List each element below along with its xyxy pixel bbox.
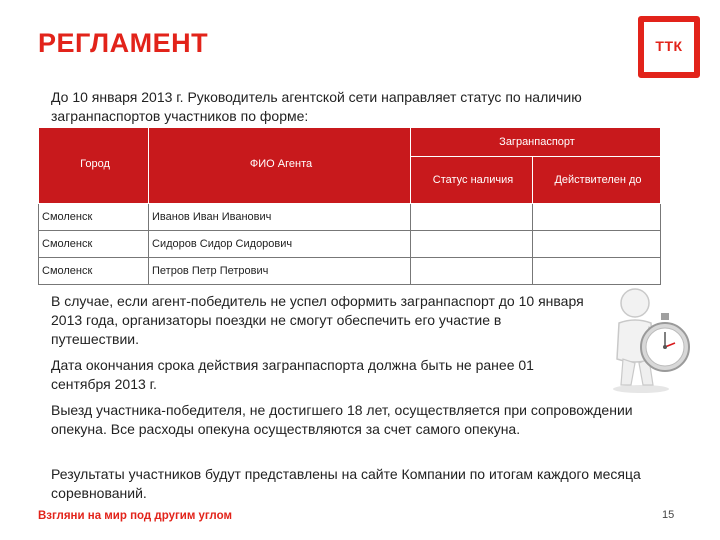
page-number: 15 [662, 509, 675, 521]
cell-status [411, 231, 533, 258]
intro-text: До 10 января 2013 г. Руководитель агентской сети направляет статус по наличию загранпаспортов участников по форме: [51, 89, 582, 124]
header-city: Город [39, 128, 149, 204]
table-row [39, 258, 661, 285]
cell-city: Смоленск [39, 231, 149, 258]
cell-status [411, 258, 533, 285]
cell-agent-name: Сидоров Сидор Сидорович [149, 231, 411, 258]
table-row [39, 231, 661, 258]
stopwatch-figure-illustration [605, 285, 695, 395]
cell-valid-until [533, 231, 661, 258]
header-valid-until: Действителен до [533, 157, 661, 204]
paragraph-deadline: В случае, если агент-победитель не успел оформить загранпаспорт до 10 января 2013 года, организаторы поездки не смогут обеспечить его участие в путешествии. [51, 293, 584, 347]
paragraph-results: Результаты участников будут представлены на сайте Компании по итогам каждого месяца соревнований. [51, 466, 641, 501]
cell-city: Смоленск [39, 204, 149, 231]
cell-agent-name: Петров Петр Петрович [149, 258, 411, 285]
header-agent-name: ФИО Агента [149, 128, 411, 204]
cell-valid-until [533, 258, 661, 285]
header-status: Статус наличия [411, 157, 533, 204]
paragraph-validity: Дата окончания срока действия загранпаспорта должна быть не ранее 01 сентября 2013 г. [51, 357, 534, 392]
page-title: РЕГЛАМЕНТ [38, 28, 209, 58]
table-row [39, 204, 661, 231]
cell-status [411, 204, 533, 231]
header-passport-group: Загранпаспорт [411, 128, 661, 157]
paragraph-guardian: Выезд участника-победителя, не достигшего 18 лет, осуществляется при сопровождении опекуна. Все расходы опекуна осуществляются за счет самого опекуна. [51, 402, 633, 437]
cell-valid-until [533, 204, 661, 231]
passport-status-table [38, 127, 661, 285]
cell-agent-name: Иванов Иван Иванович [149, 204, 411, 231]
footer-slogan: Взгляни на мир под другим углом [38, 510, 232, 522]
ttk-logo [638, 16, 700, 78]
logo-text: ТТК [655, 38, 683, 54]
cell-city: Смоленск [39, 258, 149, 285]
